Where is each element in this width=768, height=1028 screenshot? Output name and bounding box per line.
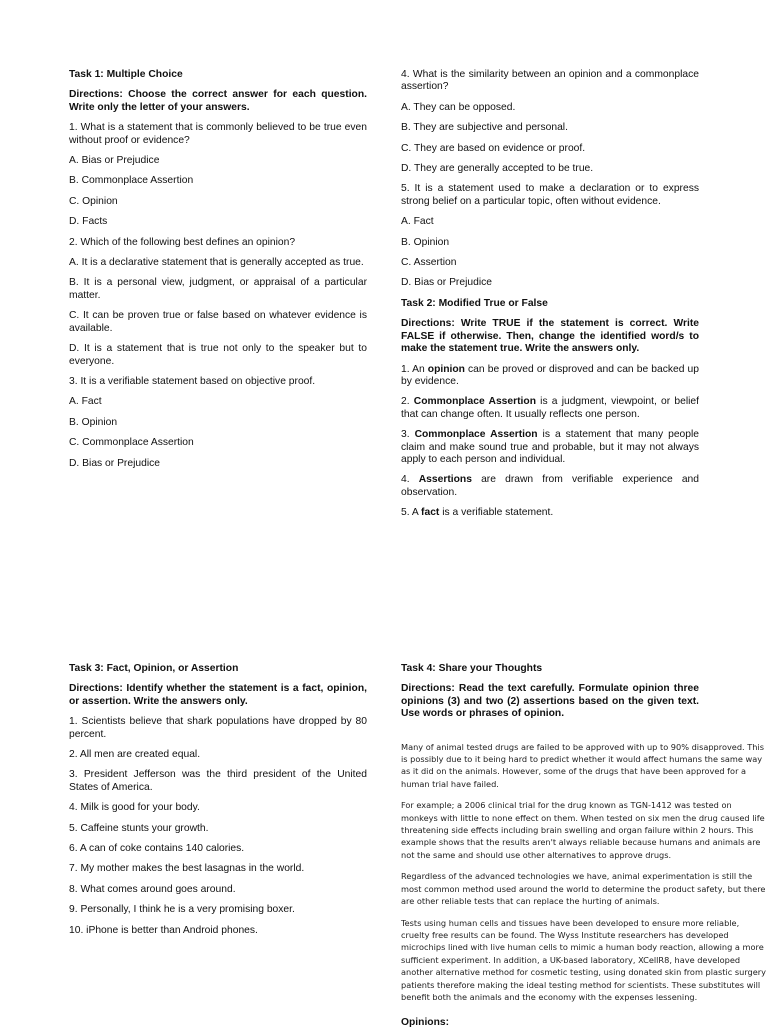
task1-continued-task2 <box>401 69 699 528</box>
task2-item <box>401 396 699 421</box>
question-2: 2. Which of the following best defines an opinion? <box>69 236 296 248</box>
q4-option: C. They are based on evidence or proof. <box>401 142 586 154</box>
task3-item: 7. My mother makes the best lasagnas in the world. <box>69 863 305 875</box>
question-4: 4. What is the similarity between an opinion and a commonplace assertion? <box>401 69 699 93</box>
task3-item: 8. What comes around goes around. <box>69 883 236 895</box>
task2-item <box>401 364 699 389</box>
q3-option: D. Bias or Prejudice <box>69 457 160 469</box>
task1-section <box>69 69 367 478</box>
item-suffix: is a judgment, viewpoint, or belief that can change often. It usually reflects one person. <box>401 396 699 420</box>
item-keyword: Assertions <box>418 474 472 486</box>
item-keyword: Commonplace Assertion <box>413 396 536 408</box>
q1-option: A. Bias or Prejudice <box>69 155 160 167</box>
item-suffix: is a verifiable statement. <box>439 507 554 519</box>
opinions-label: Opinions: <box>401 1017 450 1028</box>
q2-option: C. It can be proven true or false based on whatever evidence is available. <box>69 310 367 334</box>
task3-item: 1. Scientists believe that shark populations have dropped by 80 percent. <box>69 716 367 740</box>
item-prefix: 4. <box>401 474 419 486</box>
task3-item: 3. President Jefferson was the third president of the United States of America. <box>69 769 367 793</box>
task1-directions: Directions: Choose the correct answer for each question. Write only the letter of your answers. <box>69 89 367 113</box>
passage-paragraph: Many of animal tested drugs are failed to be approved with up to 90% disapproved. This is possibly due to it being hard to predict whether it would affect humans the same way as it did on the animals. However, some of the drugs that have been approved for a human trial have failed. <box>401 741 764 789</box>
q5-option: A. Fact <box>401 216 434 228</box>
task3-item: 10. iPhone is better than Android phones. <box>69 924 258 936</box>
item-prefix: 3. <box>401 429 415 441</box>
q4-option: D. They are generally accepted to be true. <box>401 163 594 175</box>
task3-section <box>69 663 367 945</box>
q5-option: C. Assertion <box>401 257 457 269</box>
q5-option: D. Bias or Prejudice <box>401 277 492 289</box>
q1-option: D. Facts <box>69 216 108 228</box>
question-3: 3. It is a verifiable statement based on objective proof. <box>69 375 316 387</box>
q1-option: C. Opinion <box>69 195 118 207</box>
q4-option: B. They are subjective and personal. <box>401 122 568 134</box>
q5-option: B. Opinion <box>401 236 450 248</box>
task2-item <box>401 507 699 519</box>
task3-item: 2. All men are created equal. <box>69 749 201 761</box>
item-suffix: are drawn from verifiable experience and observation. <box>401 474 699 498</box>
q4-option: A. They can be opposed. <box>401 101 516 113</box>
item-keyword: Commonplace Assertion <box>414 429 538 441</box>
task2-item <box>401 474 699 499</box>
q1-option: B. Commonplace Assertion <box>69 175 194 187</box>
item-suffix: is a statement that many people claim and make sound true and probable, but it may not always apply to each person and individual. <box>401 429 700 465</box>
item-prefix: 1. An <box>401 363 428 375</box>
task3-item: 4. Milk is good for your body. <box>69 802 200 814</box>
passage-paragraph: Tests using human cells and tissues have been developed to ensure more reliable, cruelty free results can be found. The Wyss Institute researchers has developed microchips lined with live human cells to mimic a human body reaction, allowing a more sufficient experiment. In addition, a UK-based laboratory, XCellR8, have developed another alternative method for cosmetic testing, using donated skin from plastic surgery patients therefore making the ideal testing method for scientists. These substitutes will benefit both the animals and the economy with the expenses lessening. <box>401 917 766 1002</box>
task3-item: 9. Personally, I think he is a very promising boxer. <box>69 904 295 916</box>
task4-title: Task 4: Share your Thoughts <box>401 663 543 674</box>
task3-title: Task 3: Fact, Opinion, or Assertion <box>69 663 239 674</box>
task2-item <box>401 429 699 466</box>
task1-title: Task 1: Multiple Choice <box>69 69 183 80</box>
q2-option: B. It is a personal view, judgment, or appraisal of a particular matter. <box>69 277 367 301</box>
q3-option: C. Commonplace Assertion <box>69 437 194 449</box>
item-prefix: 2. <box>401 396 414 408</box>
item-prefix: 5. A <box>401 507 422 519</box>
q2-option: A. It is a declarative statement that is generally accepted as true. <box>69 257 364 269</box>
question-1: 1. What is a statement that is commonly believed to be true even without proof or evidence? <box>69 122 367 146</box>
task3-directions: Directions: Identify whether the statement is a fact, opinion, or assertion. Write the answers only. <box>69 683 367 707</box>
passage-paragraph: For example; a 2006 clinical trial for the drug known as TGN-1412 was tested on monkeys with little to none effect on them. When tested on six men the drug caused life threatening side effects including brain swelling and organ failure within 2 hours. This example shows that the results aren't always reliable because humans and animals are not the same and should use other alternatives to approve drugs. <box>401 800 765 860</box>
q2-option: D. It is a statement that is true not only to the speaker but to everyone. <box>69 343 367 367</box>
task3-item: 6. A can of coke contains 140 calories. <box>69 843 245 855</box>
passage-paragraph: Regardless of the advanced technologies we have, animal experimentation is still the most common method used around the world to determine the product safety, but there are other reliable tests that can replace the hurting of animals. <box>401 871 766 907</box>
question-5: 5. It is a statement used to make a declaration or to express strong belief on a particular topic, often without evidence. <box>401 183 699 207</box>
task4-section <box>401 663 768 1012</box>
item-keyword: fact <box>421 507 440 519</box>
task4-directions: Directions: Read the text carefully. Formulate opinion three opinions (3) and two (2) assertions based on the given text. Use words or phrases of opinion. <box>401 683 699 720</box>
task2-directions: Directions: Write TRUE if the statement is correct. Write FALSE if otherwise. Then, change the identified word/s to make the statement true. Write the answers only. <box>401 318 699 355</box>
task2-title: Task 2: Modified True or False <box>401 297 548 309</box>
q3-option: B. Opinion <box>69 416 118 428</box>
item-keyword: opinion <box>427 363 465 375</box>
q3-option: A. Fact <box>69 396 102 408</box>
task3-item: 5. Caffeine stunts your growth. <box>69 822 209 834</box>
item-suffix: can be proved or disproved and can be backed up by evidence. <box>401 363 699 387</box>
